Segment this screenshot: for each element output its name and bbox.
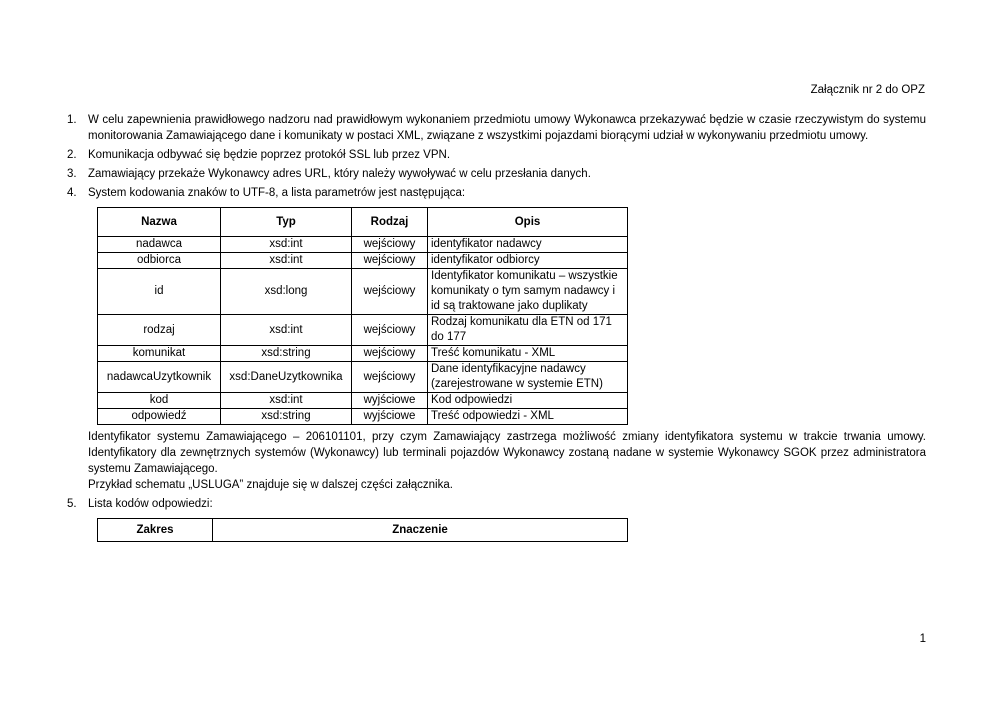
cell-name: odbiorca [98,253,221,269]
cell-kind: wejściowy [352,362,428,393]
cell-kind: wejściowy [352,269,428,315]
table-row [98,362,628,393]
column-header: Znaczenie [213,519,628,542]
cell-type: xsd:DaneUzytkownika [221,362,352,393]
cell-description: Treść odpowiedzi - XML [428,409,628,425]
list-item [60,166,926,182]
numbered-list [60,112,926,542]
cell-description: Kod odpowiedzi [428,393,628,409]
table-row [98,253,628,269]
cell-name: odpowiedź [98,409,221,425]
parameters-table [97,207,628,425]
page-number: 1 [919,633,926,645]
cell-type: xsd:int [221,237,352,253]
table-row [98,393,628,409]
cell-description: Identyfikator komunikatu – wszystkie komunikaty o tym samym nadawcy i id są traktowane jako duplikaty [428,269,628,315]
cell-name: kod [98,393,221,409]
cell-description: Treść komunikatu - XML [428,346,628,362]
cell-kind: wejściowy [352,315,428,346]
cell-kind: wejściowy [352,346,428,362]
list-number: 2. [67,149,77,161]
table-header-row [98,208,628,237]
list-item [60,112,926,144]
cell-name: id [98,269,221,315]
system-identifier-paragraph: Identyfikator systemu Zamawiającego – 206101101, przy czym Zamawiający zastrzega możliwość zmiany identyfikatora systemu w trakcie trwania umowy. Identyfikatory dla zewnętrznych systemów (Wykonawcy) lub terminali pojazdów Wykonawcy zostaną nadane w systemie Wykonawcy SGOK przez administratora systemu Zamawiającego. [88,431,926,475]
column-header: Nazwa [98,208,221,237]
cell-kind: wejściowy [352,253,428,269]
list-item-text: Lista kodów odpowiedzi: [88,498,213,510]
cell-type: xsd:int [221,315,352,346]
column-header: Opis [428,208,628,237]
column-header: Typ [221,208,352,237]
list-item-text: Zamawiający przekaże Wykonawcy adres URL, który należy wywoływać w celu przesłania danych. [88,168,591,180]
column-header: Zakres [98,519,213,542]
list-number: 5. [67,498,77,510]
response-codes-table [97,518,628,542]
list-number: 3. [67,168,77,180]
list-item [60,185,926,493]
cell-type: xsd:string [221,346,352,362]
list-item [60,496,926,542]
list-item-text: Komunikacja odbywać się będzie poprzez protokół SSL lub przez VPN. [88,149,451,161]
list-number: 4. [67,187,77,199]
schema-example-paragraph: Przykład schematu „USLUGA” znajduje się w dalszej części załącznika. [88,479,453,491]
table-row [98,346,628,362]
list-item-text: W celu zapewnienia prawidłowego nadzoru nad prawidłowym wykonaniem przedmiotu umowy Wykonawca przekazywać będzie w czasie rzeczywistym do systemu monitorowania Zamawiającego dane i komunikaty w postaci XML, związane z wszystkimi pojazdami biorącymi udział w wykonywaniu przedmiotu umowy. [88,114,926,142]
cell-type: xsd:long [221,269,352,315]
table-row [98,315,628,346]
cell-name: nadawcaUzytkownik [98,362,221,393]
table-row [98,237,628,253]
list-item [60,147,926,163]
cell-description: identyfikator odbiorcy [428,253,628,269]
cell-description: Dane identyfikacyjne nadawcy (zarejestrowane w systemie ETN) [428,362,628,393]
cell-name: rodzaj [98,315,221,346]
cell-name: komunikat [98,346,221,362]
table-header-row [98,519,628,542]
table-row [98,269,628,315]
annex-label: Załącznik nr 2 do OPZ [810,84,925,96]
cell-name: nadawca [98,237,221,253]
cell-type: xsd:string [221,409,352,425]
cell-kind: wejściowy [352,237,428,253]
cell-kind: wyjściowe [352,409,428,425]
cell-description: Rodzaj komunikatu dla ETN od 171 do 177 [428,315,628,346]
cell-kind: wyjściowe [352,393,428,409]
cell-type: xsd:int [221,393,352,409]
cell-type: xsd:int [221,253,352,269]
list-item-text: System kodowania znaków to UTF-8, a lista parametrów jest następująca: [88,187,466,199]
column-header: Rodzaj [352,208,428,237]
cell-description: identyfikator nadawcy [428,237,628,253]
list-number: 1. [67,114,77,126]
table-row [98,409,628,425]
